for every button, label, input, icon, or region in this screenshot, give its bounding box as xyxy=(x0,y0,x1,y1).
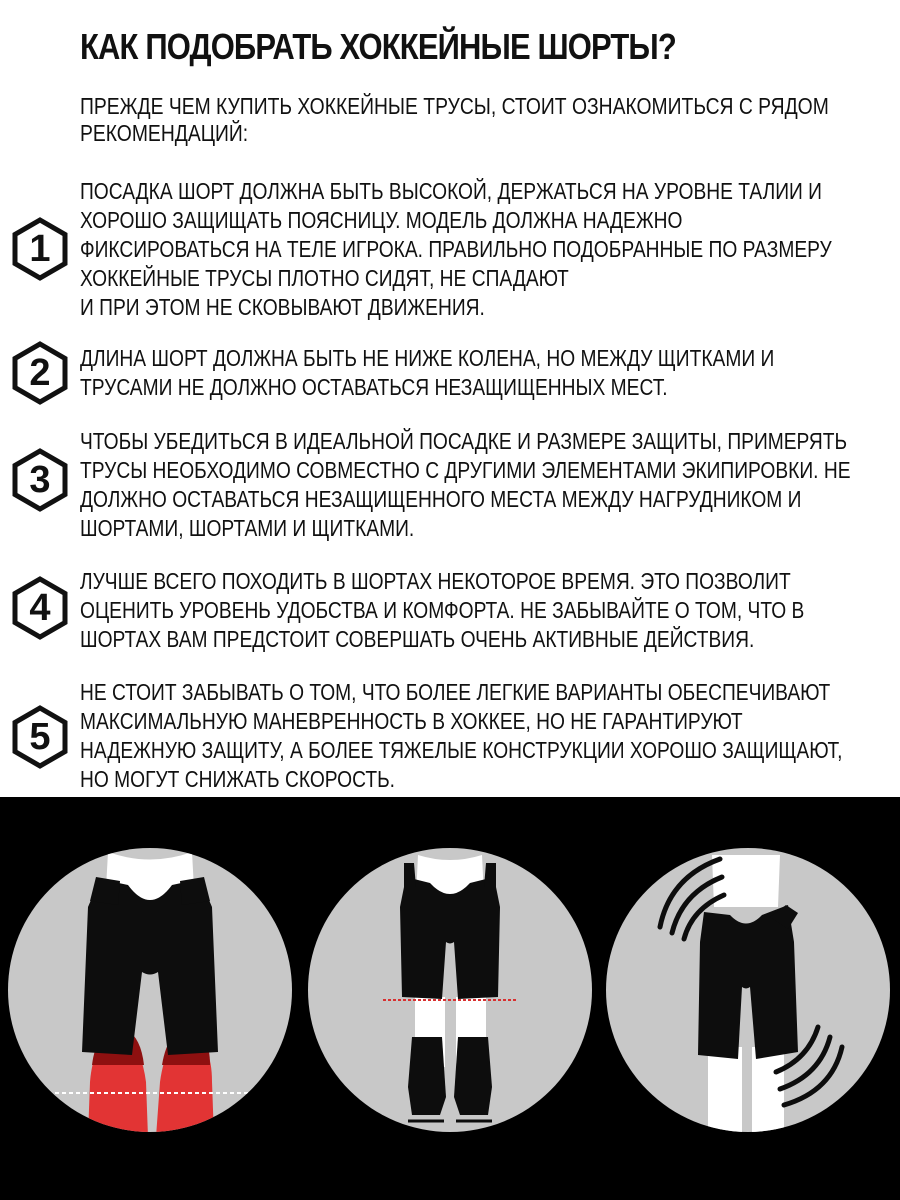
step-line: ШОРТАХ ВАМ ПРЕДСТОИТ СОВЕРШАТЬ ОЧЕНЬ АКТИВНЫЕ ДЕЙСТВИЯ. xyxy=(80,626,755,652)
hexagon-number-icon xyxy=(11,341,69,405)
step-line: НЕ СТОИТ ЗАБЫВАТЬ О ТОМ, ЧТО БОЛЕЕ ЛЕГКИЕ ВАРИАНТЫ ОБЕСПЕЧИВАЮТ xyxy=(80,679,831,705)
shorts-with-red-shin-guards-icon xyxy=(8,848,292,1137)
hexagon-number-icon xyxy=(11,705,69,769)
page-title: КАК ПОДОБРАТЬ ХОККЕЙНЫЕ ШОРТЫ? xyxy=(80,26,676,67)
step-number: 1 xyxy=(29,228,51,270)
step-line: ТРУСЫ НЕОБХОДИМО СОВМЕСТНО С ДРУГИМИ ЭЛЕМЕНТАМИ ЭКИПИРОВКИ. НЕ xyxy=(80,457,851,483)
step-line: НАДЕЖНУЮ ЗАЩИТУ, А БОЛЕЕ ТЯЖЕЛЫЕ КОНСТРУКЦИИ ХОРОШО ЗАЩИЩАЮТ, xyxy=(80,737,843,763)
step-line: ХОРОШО ЗАЩИЩАТЬ ПОЯСНИЦУ. МОДЕЛЬ ДОЛЖНА НАДЕЖНО xyxy=(80,207,683,233)
step-number: 3 xyxy=(29,459,51,501)
step-line: ЧТОБЫ УБЕДИТЬСЯ В ИДЕАЛЬНОЙ ПОСАДКЕ И РАЗМЕРЕ ЗАЩИТЫ, ПРИМЕРЯТЬ xyxy=(80,428,848,454)
intro-text xyxy=(80,93,853,147)
hexagon-number-icon xyxy=(11,576,69,640)
step-line: ДОЛЖНО ОСТАВАТЬСЯ НЕЗАЩИЩЕННОГО МЕСТА МЕЖДУ НАГРУДНИКОМ И xyxy=(80,486,802,512)
step-number: 2 xyxy=(29,352,51,394)
step-line: И ПРИ ЭТОМ НЕ СКОВЫВАЮТ ДВИЖЕНИЯ. xyxy=(80,294,485,320)
illustration-panel xyxy=(0,797,900,1200)
shorts-movement-icon xyxy=(606,848,890,1147)
step-line: ТРУСАМИ НЕ ДОЛЖНО ОСТАВАТЬСЯ НЕЗАЩИЩЕННЫХ МЕСТ. xyxy=(80,374,668,400)
step-text xyxy=(80,678,882,794)
step-line: ПОСАДКА ШОРТ ДОЛЖНА БЫТЬ ВЫСОКОЙ, ДЕРЖАТЬСЯ НА УРОВНЕ ТАЛИИ И xyxy=(80,178,822,204)
hexagon-number-icon xyxy=(11,448,69,512)
step-line: НО МОГУТ СНИЖАТЬ СКОРОСТЬ. xyxy=(80,766,396,792)
shorts-length-above-knee-icon xyxy=(308,848,592,1132)
hexagon-number-icon xyxy=(11,217,69,281)
step-line: МАКСИМАЛЬНУЮ МАНЕВРЕННОСТЬ В ХОККЕЕ, НО НЕ ГАРАНТИРУЮТ xyxy=(80,708,743,734)
step-number: 5 xyxy=(29,716,51,758)
step-text xyxy=(80,344,882,402)
step-text xyxy=(80,177,882,322)
step-number: 4 xyxy=(29,587,51,629)
step-line: ХОККЕЙНЫЕ ТРУСЫ ПЛОТНО СИДЯТ, НЕ СПАДАЮТ xyxy=(80,265,569,291)
step-text xyxy=(80,567,882,654)
intro-line: РЕКОМЕНДАЦИЙ: xyxy=(80,120,249,146)
step-line: ЛУЧШЕ ВСЕГО ПОХОДИТЬ В ШОРТАХ НЕКОТОРОЕ ВРЕМЯ. ЭТО ПОЗВОЛИТ xyxy=(80,568,791,594)
step-line: ДЛИНА ШОРТ ДОЛЖНА БЫТЬ НЕ НИЖЕ КОЛЕНА, НО МЕЖДУ ЩИТКАМИ И xyxy=(80,345,775,371)
step-text xyxy=(80,427,882,543)
step-line: ОЦЕНИТЬ УРОВЕНЬ УДОБСТВА И КОМФОРТА. НЕ ЗАБЫВАЙТЕ О ТОМ, ЧТО В xyxy=(80,597,805,623)
step-line: ШОРТАМИ, ШОРТАМИ И ЩИТКАМИ. xyxy=(80,515,415,541)
step-line: ФИКСИРОВАТЬСЯ НА ТЕЛЕ ИГРОКА. ПРАВИЛЬНО ПОДОБРАННЫЕ ПО РАЗМЕРУ xyxy=(80,236,832,262)
intro-line: ПРЕЖДЕ ЧЕМ КУПИТЬ ХОККЕЙНЫЕ ТРУСЫ, СТОИТ ОЗНАКОМИТЬСЯ С РЯДОМ xyxy=(80,93,829,119)
